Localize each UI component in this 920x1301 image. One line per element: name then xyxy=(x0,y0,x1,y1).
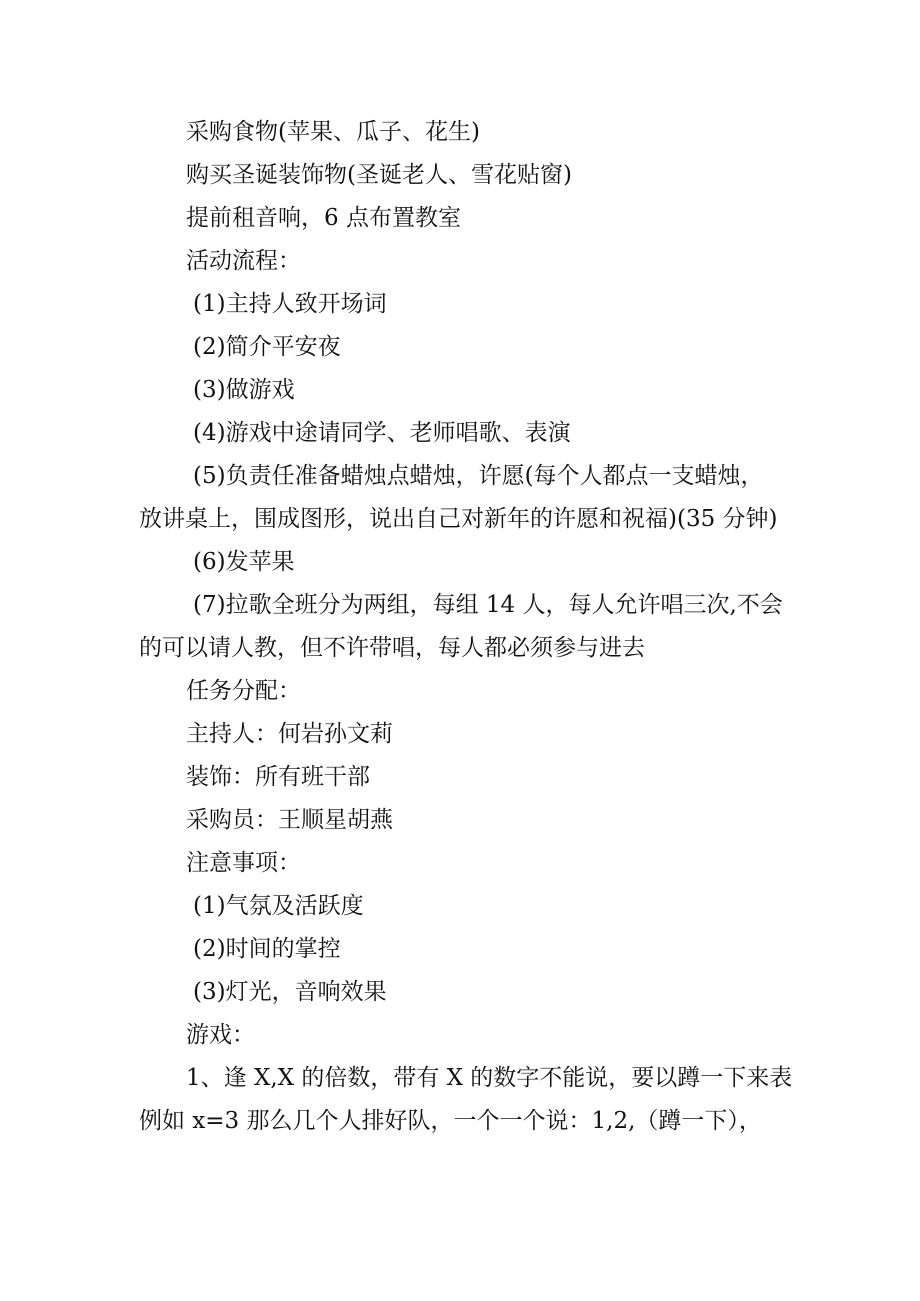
text-line-buyers: 采购员：王顺星胡燕 xyxy=(186,807,393,833)
text-line-game-1-example: 例如 x=3 那么几个人排好队，一个一个说：1,2,（蹲一下）， xyxy=(139,1108,762,1134)
list-item-flow-4: (4)游戏中途请同学、老师唱歌、表演 xyxy=(193,420,571,446)
list-item-flow-1: (1)主持人致开场词 xyxy=(193,291,387,317)
list-item-note-1: (1)气氛及活跃度 xyxy=(193,893,364,919)
list-item-flow-3: (3)做游戏 xyxy=(193,377,295,403)
section-heading-games: 游戏： xyxy=(186,1022,255,1048)
list-item-flow-6: (6)发苹果 xyxy=(193,549,295,575)
list-item-flow-2: (2)简介平安夜 xyxy=(193,334,341,360)
text-line-rent-speaker: 提前租音响，6 点布置教室 xyxy=(186,205,461,231)
text-line-decoration: 装饰：所有班干部 xyxy=(186,764,370,790)
list-item-flow-7: (7)拉歌全班分为两组，每组 14 人，每人允许唱三次,不会 xyxy=(193,592,783,618)
list-item-flow-5: (5)负责任准备蜡烛点蜡烛，许愿(每个人都点一支蜡烛， xyxy=(193,463,764,489)
text-line-game-1: 1、逢 X,X 的倍数，带有 X 的数字不能说，要以蹲一下来表 xyxy=(186,1065,793,1091)
list-item-note-2: (2)时间的掌控 xyxy=(193,936,341,962)
section-heading-activity-flow: 活动流程： xyxy=(186,248,301,274)
section-heading-notes: 注意事项： xyxy=(186,850,301,876)
list-item-note-3: (3)灯光，音响效果 xyxy=(193,979,387,1005)
section-heading-task-assignment: 任务分配： xyxy=(186,678,301,704)
list-item-flow-5-continued: 放讲桌上，围成图形，说出自己对新年的许愿和祝福)(35 分钟) xyxy=(139,506,778,532)
list-item-flow-7-continued: 的可以请人教，但不许带唱，每人都必须参与进去 xyxy=(139,635,645,661)
text-line-purchase-food: 采购食物(苹果、瓜子、花生) xyxy=(186,119,480,145)
text-line-purchase-decorations: 购买圣诞装饰物(圣诞老人、雪花贴窗) xyxy=(186,162,572,188)
text-line-hosts: 主持人：何岩孙文莉 xyxy=(186,721,393,747)
